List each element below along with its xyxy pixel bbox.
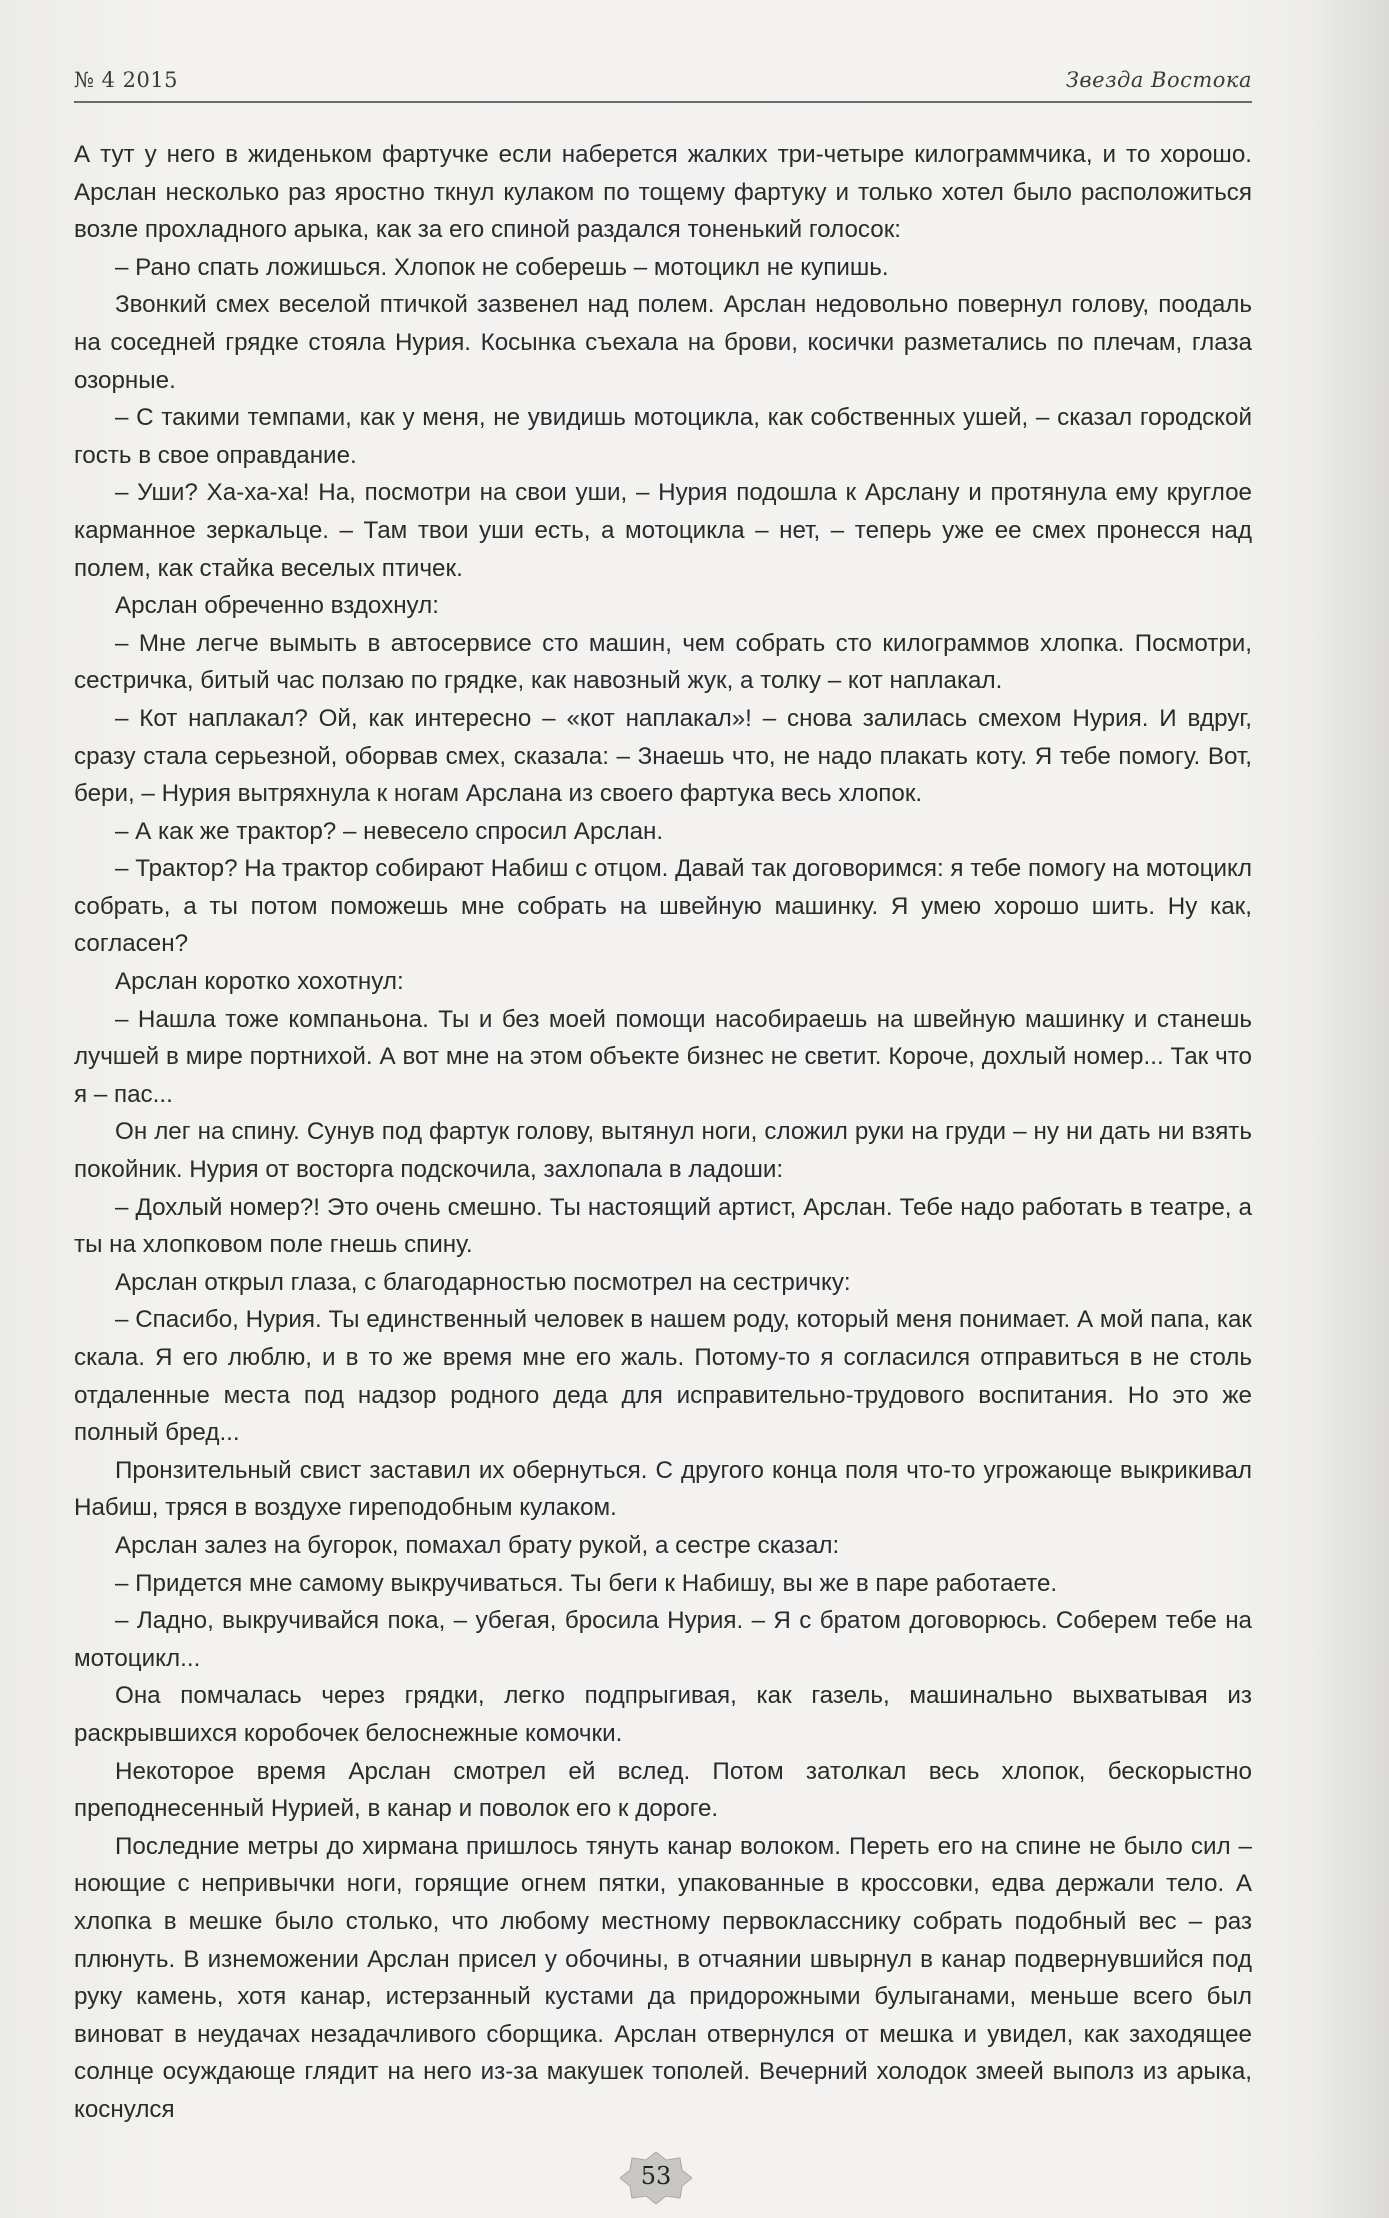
paragraph: – А как же трактор? – невесело спросил Арслан. <box>115 817 664 845</box>
page-number: 53 <box>640 2162 672 2190</box>
journal-title: Звезда Востока <box>1065 68 1252 92</box>
paragraph: – С такими темпами, как у меня, не увидишь мотоцикла, как собственных ушей, – сказал городской гость в свое оправдание. <box>74 404 1252 469</box>
paragraph: – Придется мне самому выкручиваться. Ты беги к Набишу, вы же в паре работаете. <box>115 1569 1058 1597</box>
paragraph: – Уши? Ха-ха-ха! На, посмотри на свои уши, – Нурия подошла к Арслану и протянула ему круглое карманное зеркальце. – Там твои уши есть, а мотоцикла – нет, – теперь уже ее смех пронесся над полем, как стайка веселых птичек. <box>74 479 1252 582</box>
paragraph: Арслан залез на бугорок, помахал брату рукой, а сестре сказал: <box>115 1531 840 1559</box>
paragraph: Арслан обреченно вздохнул: <box>115 592 439 620</box>
paragraph: Он лег на спину. Сунув под фартук голову, вытянул ноги, сложил руки на груди – ну ни дать ни взять покойник. Нурия от восторга подскочила, захлопала в ладоши: <box>74 1118 1252 1184</box>
paragraph: Пронзительный свист заставил их обернуться. С другого конца поля что-то угрожающе выкрикивал Набиш, тряся в воздухе гиреподобным кулаком. <box>74 1456 1252 1522</box>
paragraph: Некоторое время Арслан смотрел ей вслед. Потом затолкал весь хлопок, бескорыстно преподнесенный Нурией, в канар и поволок его к дороге. <box>74 1757 1252 1823</box>
paragraph: – Нашла тоже компаньона. Ты и без моей помощи насобираешь на швейную машинку и станешь лучшей в мире портнихой. А вот мне на этом объекте бизнес не светит. Короче, дохлый номер... Так что я – пас... <box>74 1005 1252 1108</box>
paragraph: Она помчалась через грядки, легко подпрыгивая, как газель, машинально выхватывая из раскрывшихся коробочек белоснежные комочки. <box>74 1682 1252 1747</box>
paragraph: – Рано спать ложишься. Хлопок не соберешь – мотоцикл не купишь. <box>115 253 889 281</box>
paragraph: – Дохлый номер?! Это очень смешно. Ты настоящий артист, Арслан. Тебе надо работать в театре, а ты на хлопковом поле гнешь спину. <box>74 1193 1252 1259</box>
paragraph: – Кот наплакал? Ой, как интересно – «кот наплакал»! – снова залилась смехом Нурия. И вдруг, сразу стала серьезной, оборвав смех, сказала: – Знаешь что, не надо плакать коту. Я тебе помогу. Вот, бери, – Нурия вытряхнула к ногам Арслана из своего фартука весь хлопок. <box>74 704 1252 808</box>
paragraph: – Мне легче вымыть в автосервисе сто машин, чем собрать сто килограммов хлопка. Посмотри, сестричка, битый час ползаю по грядке, как навозный жук, а толку – кот наплакал. <box>74 629 1252 695</box>
paragraph: Арслан коротко хохотнул: <box>115 968 404 996</box>
issue-number: № 4 2015 <box>74 68 179 92</box>
paragraph: А тут у него в жиденьком фартучке если наберется жалких три-четыре килограммчика, и то хорошо. Арслан несколько раз яростно ткнул кулаком по тощему фартуку и только хотел было расположиться возле прохладного арыка, как за его спиной раздался тоненький голосок: <box>74 141 1252 244</box>
paragraph: Арслан открыл глаза, с благодарностью посмотрел на сестричку: <box>115 1268 851 1296</box>
page-number-badge <box>620 2152 692 2204</box>
header-rule <box>74 101 1252 103</box>
body-text <box>74 136 1252 2128</box>
running-header <box>74 62 1252 102</box>
paragraph: – Трактор? На трактор собирают Набиш с отцом. Давай так договоримся: я тебе помогу на мотоцикл собрать, а ты потом поможешь мне собрать на швейную машинку. Я умею хорошо шить. Ну как, согласен? <box>74 855 1252 958</box>
paragraph: – Ладно, выкручивайся пока, – убегая, бросила Нурия. – Я с братом договорюсь. Соберем тебе на мотоцикл... <box>74 1607 1252 1672</box>
paragraph: Последние метры до хирмана пришлось тянуть канар волоком. Переть его на спине не было сил – ноющие с непривычки ноги, горящие огнем пятки, упакованные в кроссовки, едва держали тело. А хлопка в мешке было столько, что любому местному первокласснику собрать подобный вес – раз плюнуть. В изнеможении Арслан присел у обочины, в отчаянии швырнул в канар подвернувшийся под руку камень, хотя канар, истерзанный кустами да придорожными булыганами, меньше всего был виноват в неудачах незадачливого сборщика. Арслан отвернулся от мешка и увидел, как заходящее солнце осуждающе глядит на него из-за макушек тополей. Вечерний холодок змеей выполз из арыка, коснулся <box>74 1832 1252 2123</box>
page-edge-shadow <box>1309 0 1389 2218</box>
paragraph: – Спасибо, Нурия. Ты единственный человек в нашем роду, который меня понимает. А мой папа, как скала. Я его люблю, и в то же время мне его жаль. Потому-то я согласился отправиться в не столь отдаленные места под надзор родного деда для исправительно-трудового воспитания. Но это же полный бред... <box>74 1306 1252 1447</box>
paragraph: Звонкий смех веселой птичкой зазвенел над полем. Арслан недовольно повернул голову, поодаль на соседней грядке стояла Нурия. Косынка съехала на брови, косички разметались по плечам, глаза озорные. <box>74 291 1252 394</box>
